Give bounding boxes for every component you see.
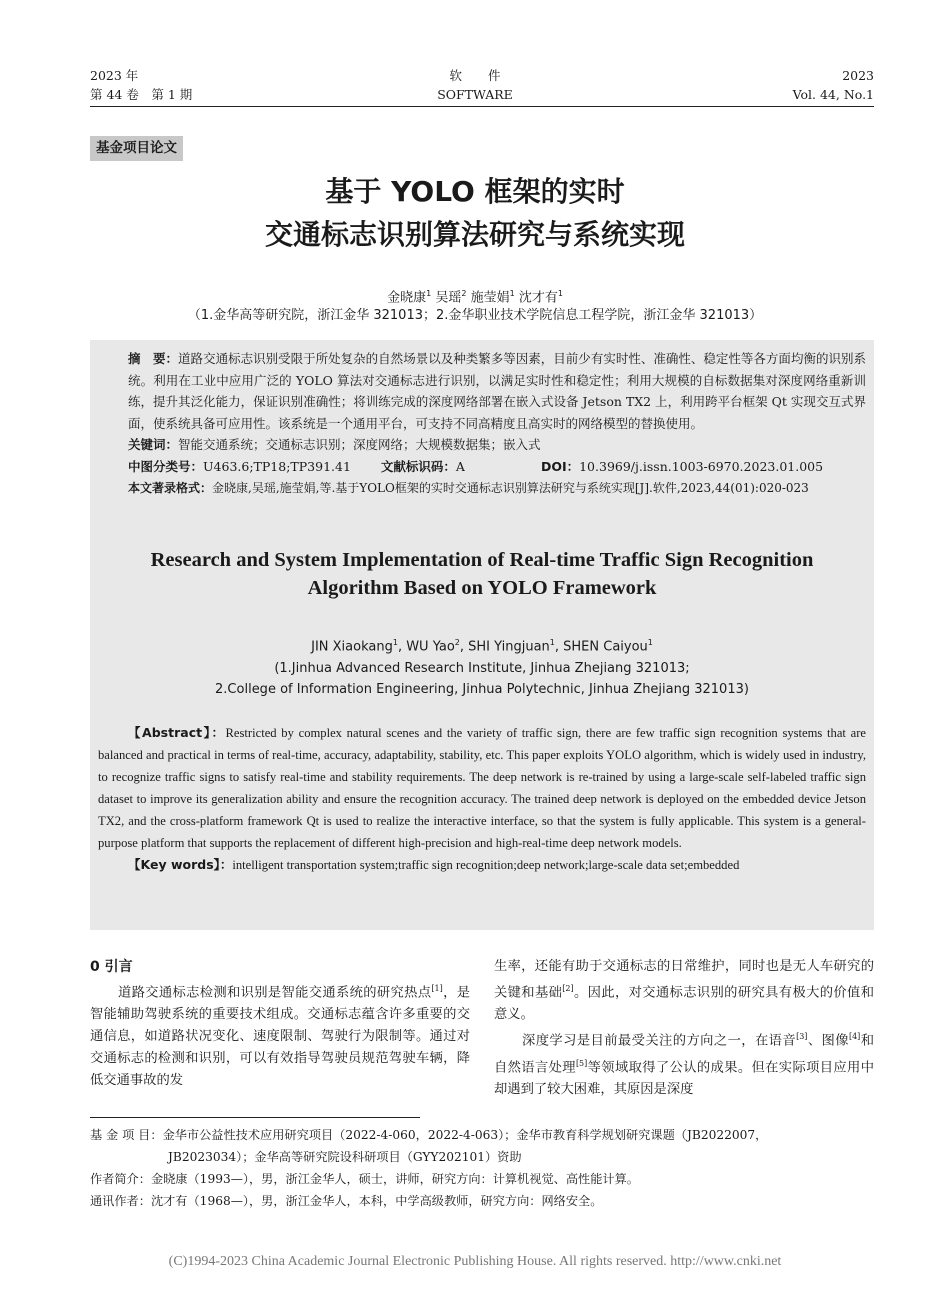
paragraph-1 xyxy=(90,978,470,1092)
body-column-right xyxy=(494,956,874,1101)
author-affiliation-mark: 1 xyxy=(647,638,653,647)
title-cn-line2: 交通标志识别算法研究与系统实现 xyxy=(264,218,685,251)
author-affiliation-mark: 1 xyxy=(509,289,515,298)
abstract-en xyxy=(98,722,866,854)
affiliation-en-line1: (1.Jinhua Advanced Research Institute, Jinhua Zhejiang 321013; xyxy=(274,660,690,676)
journal-name-cn: 软件 xyxy=(449,68,527,83)
doc-code-value: A xyxy=(455,458,465,474)
citation-ref: [1] xyxy=(431,984,443,993)
footnote-author xyxy=(90,1168,874,1190)
clc-label: 中图分类号： xyxy=(128,458,204,474)
section-title-introduction: 0 引言 xyxy=(90,959,133,975)
abstract-cn-label: 摘 要： xyxy=(128,351,179,366)
citation-ref: [5] xyxy=(575,1058,588,1068)
header-volume-cn: 第 44 卷 第 1 期 xyxy=(90,87,193,102)
keywords-en-text: intelligent transportation system;traffic sign recognition;deep network;large-scale data set;embedded xyxy=(232,858,740,872)
running-header-right xyxy=(793,66,874,104)
corresponding-text: 沈才有（1968—），男，浙江金华人，本科，中学高级教师，研究方向：网络安全。 xyxy=(150,1194,603,1208)
paragraph-text: 、图像 xyxy=(807,1033,849,1049)
header-year: 2023 xyxy=(842,68,874,83)
paragraph-text: 和自然语言处理 xyxy=(494,1033,875,1076)
section-badge: 基金项目论文 xyxy=(90,136,183,161)
citation-label: 本文著录格式： xyxy=(128,480,213,495)
author-name: 吴瑶 xyxy=(435,290,462,306)
authors-cn xyxy=(0,284,950,308)
paragraph-text: ，是智能辅助驾驶系统的重要技术组成。交通标志蕴含许多重要的交通信息，如道路状况变化、速度限制、驾驶行为限制等。通过对交通标志的检测和识别，可以有效指导驾驶员规范驾驶车辆，降低交通事故的发 xyxy=(90,985,471,1089)
citation-ref: [2] xyxy=(562,984,574,993)
title-en-line2: Algorithm Based on YOLO Framework xyxy=(307,577,657,599)
journal-name-en: SOFTWARE xyxy=(437,87,513,102)
fund-text: 金华市公益性技术应用研究项目（2022-4-060，2022-4-063）；金华市教育科学规划研究课题（JB2022007， xyxy=(162,1128,768,1142)
citation-ref: [3] xyxy=(796,1032,808,1042)
classification-line xyxy=(98,456,866,478)
doc-code-label: 文献标识码： xyxy=(380,458,456,474)
keywords-cn xyxy=(98,434,866,456)
author-name-en: SHI Yingjuan xyxy=(468,639,550,655)
author-name: 金晓康 xyxy=(387,290,427,306)
body-column-left xyxy=(90,956,470,1092)
author-name: 沈才有 xyxy=(518,290,558,306)
abstract-cn-text: 道路交通标志识别受限于所处复杂的自然场景以及种类繁多等因素，目前少有实时性、准确性、稳定性等各方面均衡的识别系统。利用在工业中应用广泛的 YOLO 算法对交通标志进行识别，以满足实时性和稳定性；利用大规模的自标数据集对深度网络重新训练，提升其泛化能力，保证识别准确性；将训练完成的深度网络部署在嵌入式设备 Jetson TX2 上，利用跨平台框架 Qt 实现交互式界面，使系统具备可应用性。该系统是一个通用平台，可支持不同高精度且高实时的网络模型的替换使用。 xyxy=(128,351,866,431)
keywords-en-label: 【Key words】： xyxy=(128,857,233,872)
abstract-en-block xyxy=(98,722,866,876)
title-en-line1: Research and System Implementation of Real-time Traffic Sign Recognition xyxy=(150,549,814,571)
author-affiliation-mark: 1 xyxy=(557,289,563,298)
keywords-cn-label: 关键词： xyxy=(128,437,179,453)
author-bio-text: 金晓康（1993—），男，浙江金华人，硕士，讲师，研究方向：计算机视觉、高性能计算。 xyxy=(150,1172,639,1186)
doi-label: DOI： xyxy=(540,458,580,474)
paragraph-2 xyxy=(494,1026,874,1101)
keywords-en xyxy=(98,854,866,876)
paragraph-1-continued xyxy=(494,956,874,1026)
authors-en xyxy=(90,632,874,701)
author-name-en: JIN Xiaokang xyxy=(311,639,393,655)
author-bio-label: 作者简介： xyxy=(90,1172,151,1186)
clc-value: U463.6;TP18;TP391.41 xyxy=(203,458,351,474)
author-affiliation-mark: 2 xyxy=(461,289,467,298)
footnote-rule xyxy=(90,1117,420,1118)
paragraph-text: 生率，还能有助于交通标志的日常维护，同时也是无人车研究的关键和基础 xyxy=(494,959,874,1001)
paragraph-text: 。因此，对交通标志识别的研究具有极大的价值和意义。 xyxy=(494,985,875,1023)
paragraph-text: 深度学习是目前最受关注的方向之一，在语音 xyxy=(522,1033,797,1049)
citation-line xyxy=(98,478,866,500)
corresponding-label: 通讯作者： xyxy=(90,1194,151,1208)
citation-text: 金晓康,吴瑶,施莹娟,等.基于YOLO框架的实时交通标志识别算法研究与系统实现[J].软件,2023,44(01):020-023 xyxy=(212,480,809,495)
author-name-en: SHEN Caiyou xyxy=(563,639,648,655)
footnotes xyxy=(90,1124,874,1212)
author-name-en: WU Yao xyxy=(406,639,455,655)
header-rule xyxy=(90,106,874,107)
paragraph-text: 道路交通标志检测和识别是智能交通系统的研究热点 xyxy=(118,985,432,1001)
paper-title-en xyxy=(90,546,874,602)
citation-ref: [4] xyxy=(848,1032,861,1042)
affiliation-cn: （1.金华高等研究院，浙江金华 321013；2.金华职业技术学院信息工程学院，浙江金华 321013） xyxy=(187,308,763,323)
title-cn-line1: 基于 YOLO 框架的实时 xyxy=(325,175,625,208)
header-year-cn: 2023 年 xyxy=(90,68,139,83)
abstract-en-label: 【Abstract】： xyxy=(128,725,226,740)
footnote-fund-continued: JB2023034）；金华高等研究院设科研项目（GYY202101）资助 xyxy=(168,1150,522,1164)
authors-en-line: JIN Xiaokang$^1$, WU Yao$^2$, SHI Yingjuan$^1$, SHEN Caiyou$^1$ xyxy=(311,638,653,655)
footnote-fund xyxy=(90,1124,874,1146)
author-affiliation-mark: 1 xyxy=(392,638,398,647)
doi-value: 10.3969/j.issn.1003-6970.2023.01.005 xyxy=(579,458,824,474)
keywords-cn-text: 智能交通系统；交通标志识别；深度网络；大规模数据集；嵌入式 xyxy=(178,437,541,453)
abstract-box xyxy=(90,340,874,930)
author-name: 施莹娟 xyxy=(470,290,510,306)
abstract-cn-block xyxy=(98,348,866,499)
footnote-corresponding xyxy=(90,1190,874,1212)
paper-title-cn xyxy=(0,170,950,256)
author-affiliation-mark: 1 xyxy=(549,638,555,647)
author-affiliation-mark: 1 xyxy=(426,289,432,298)
affiliation-en-line2: 2.College of Information Engineering, Jinhua Polytechnic, Jinhua Zhejiang 321013) xyxy=(215,682,749,698)
abstract-cn xyxy=(98,348,866,434)
abstract-en-text: Restricted by complex natural scenes and the variety of traffic sign, there are few traffic sign recognition systems that are balanced and practical in terms of real-time, accuracy, adaptability, stability, etc. This paper exploits YOLO algorithm, which is widely used in industry, to recognize traffic signs to satisfy real-time and stability requirements. The deep network is re-trained by using a large-scale self-labeled traffic sign dataset to improve its generalization ability and ensure the recognition accuracy. The trained deep network is deployed on the embedded device Jetson TX2, and the cross-platform framework Qt is used to realize the interactive interface, so that the system is fully applicable. This system is a general-purpose platform that supports the replacement of different high-precision and high-real-time deep network models. xyxy=(98,726,867,850)
paragraph-text: 等领域取得了公认的成果。但在实际项目应用中却遇到了较大困难，其原因是深度 xyxy=(494,1060,875,1098)
fund-label: 基 金 项 目： xyxy=(90,1128,163,1142)
author-affiliation-mark: 2 xyxy=(454,638,460,647)
copyright-notice: (C)1994-2023 China Academic Journal Electronic Publishing House. All rights reserved. http://www.cnki.net xyxy=(168,1254,782,1269)
header-volume-en: Vol. 44, No.1 xyxy=(792,87,874,102)
